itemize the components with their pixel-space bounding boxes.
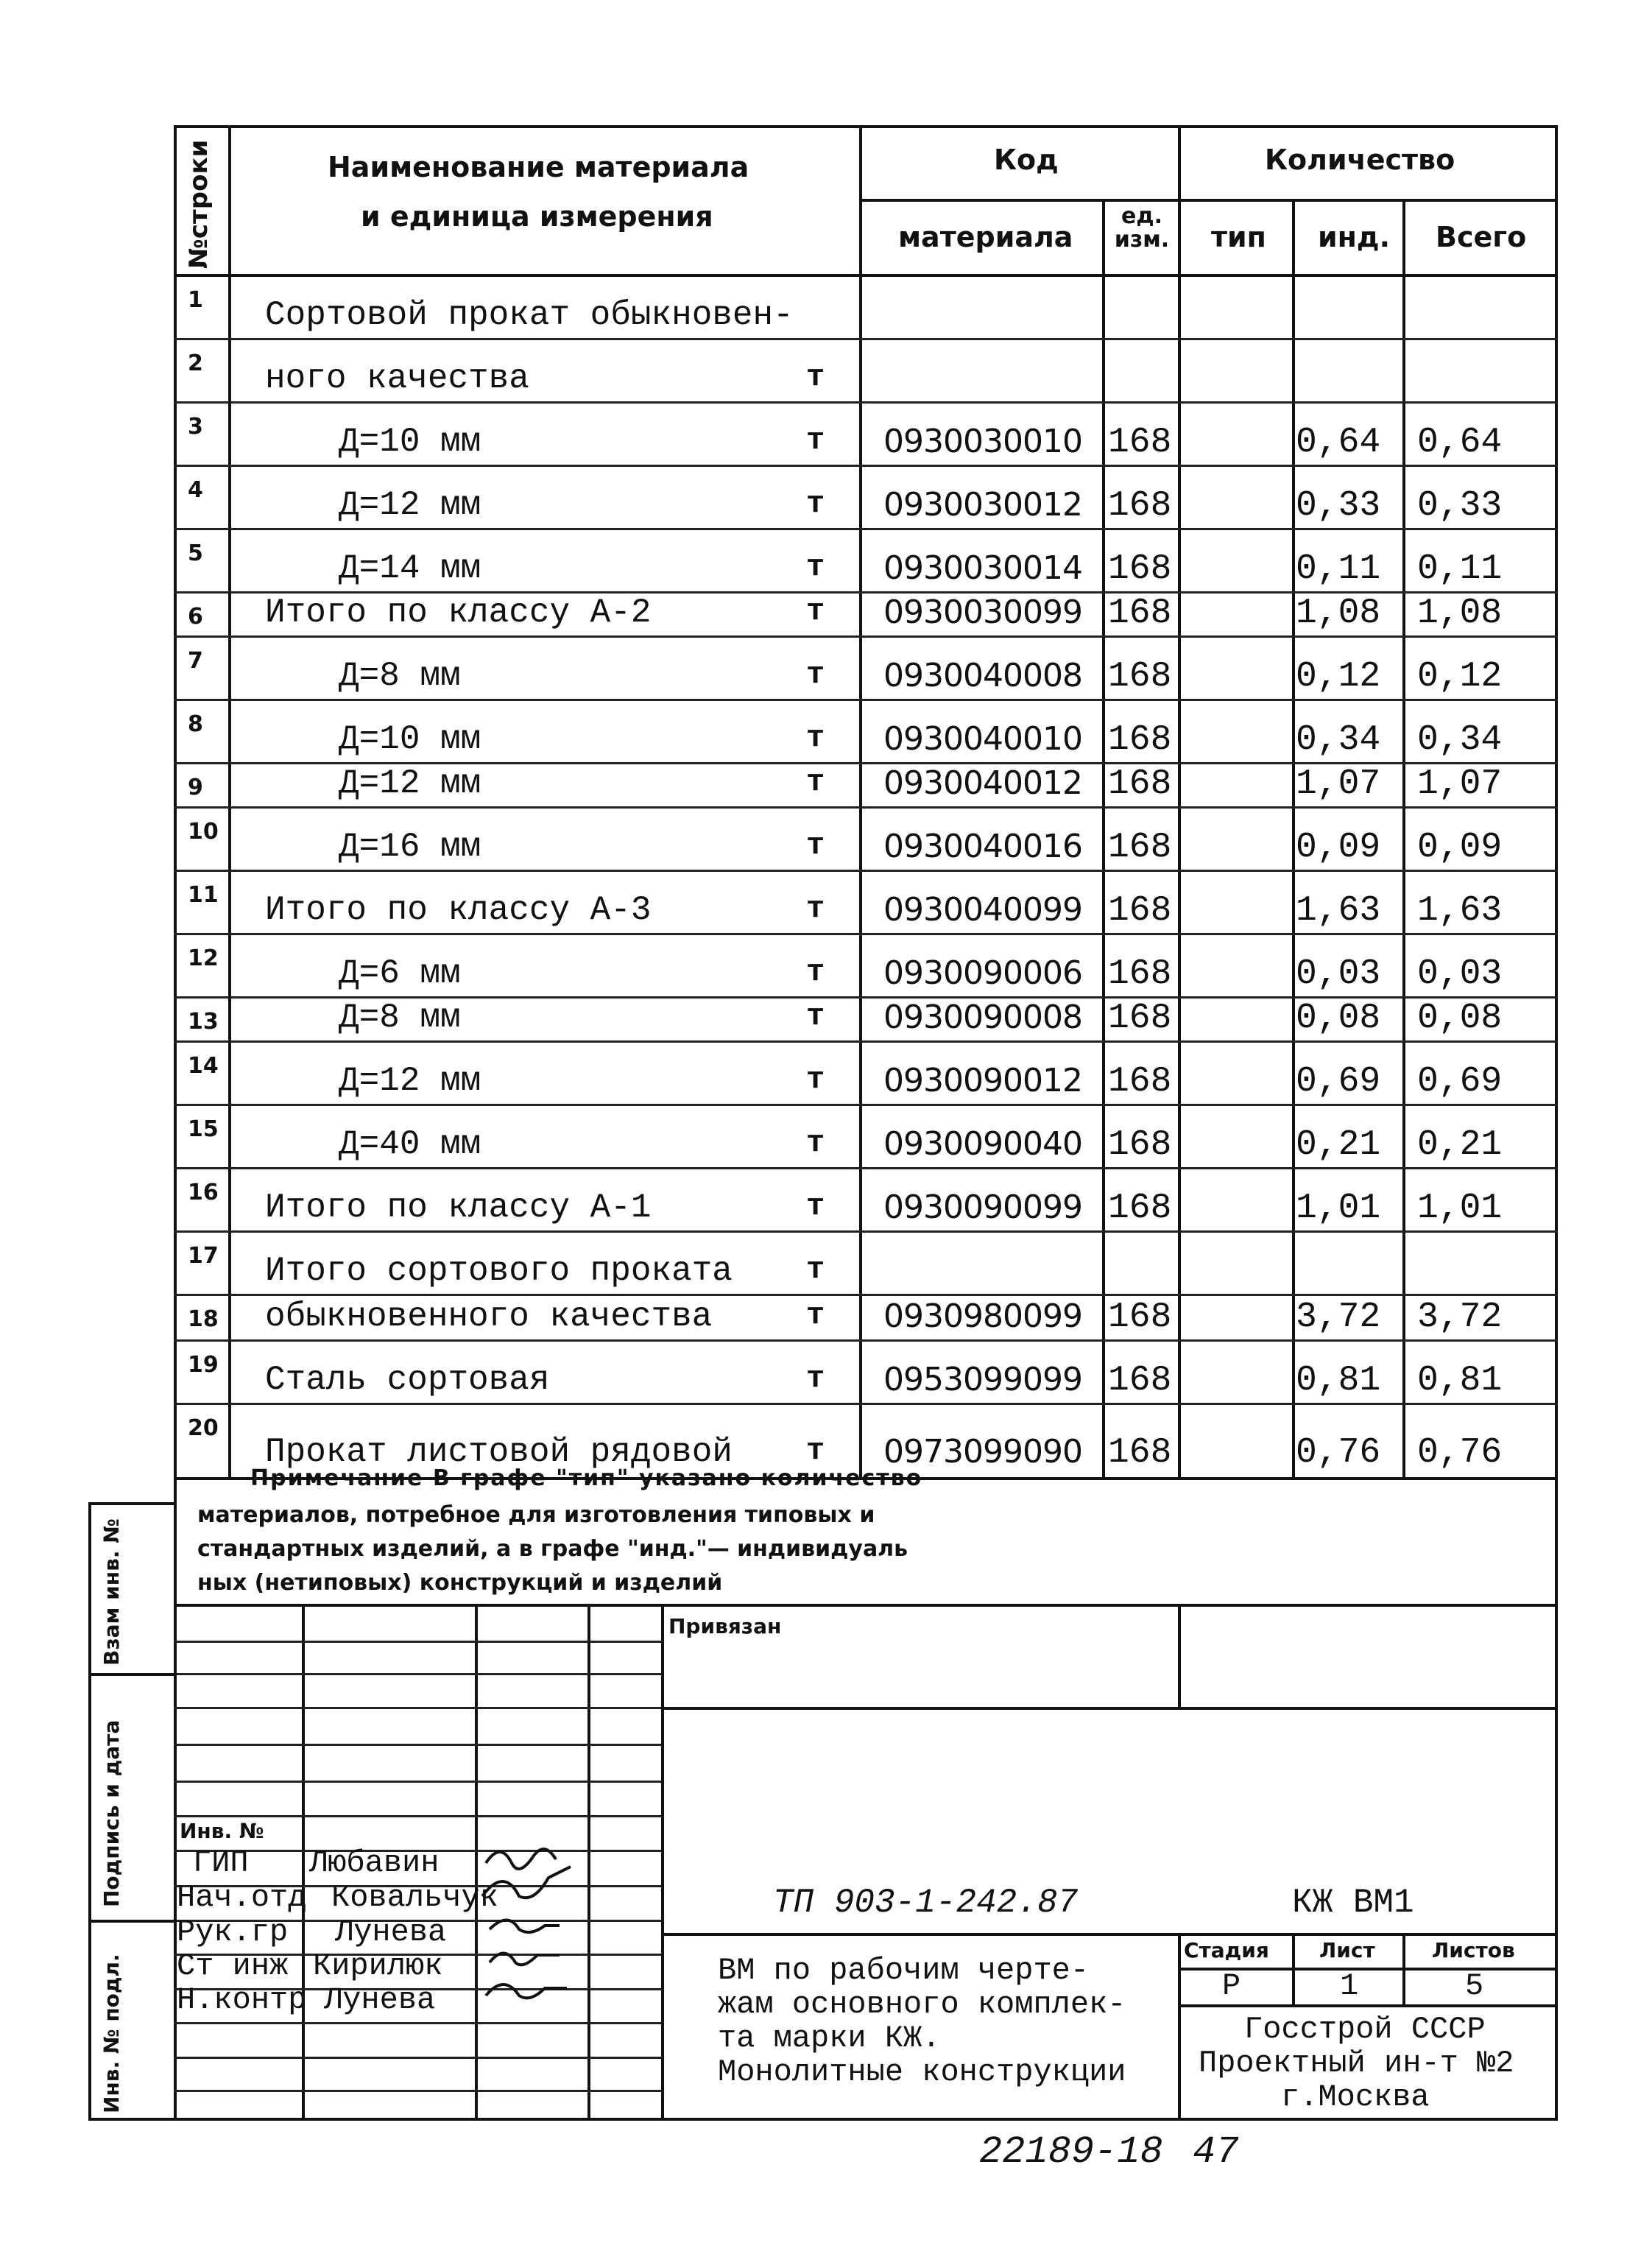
row-divider [174,1403,1558,1405]
quantity-individual: 0,09 [1296,828,1381,867]
quantity-individual: 0,76 [1296,1433,1381,1473]
row-number: 6 [188,604,203,630]
name-ruk-gr: Лунева [335,1915,447,1950]
sheet-label: Лист [1319,1938,1375,1962]
name-st-inzh: Кирилюк [313,1948,443,1984]
row-divider [174,1104,1558,1106]
divider [174,2057,661,2059]
unit-of-measure: т [806,1252,825,1287]
note-line-3: стандартных изделий, а в графе "инд."— индивидуаль [197,1536,908,1562]
note-line-2: материалов, потребное для изготовления типовых и [197,1502,875,1528]
org-line-3: г.Москва [1281,2079,1430,2115]
quantity-individual: 1,08 [1296,594,1381,633]
divider [302,1604,305,2121]
unit-of-measure: т [806,1297,825,1333]
quantity-individual: 0,03 [1296,954,1381,994]
material-code: 0930980099 [883,1297,1082,1335]
quantity-individual: 1,01 [1296,1188,1381,1228]
unit-of-measure: т [806,1188,825,1224]
ind-header: инд. [1318,221,1391,253]
quantity-total: 0,34 [1417,720,1503,760]
row-number: 13 [188,1009,219,1035]
divider [174,2090,661,2092]
divider [1292,1933,1295,2004]
sheet-value: 1 [1340,1968,1359,2004]
unit-of-measure: т [806,1125,825,1161]
role-st-inzh: Ст инж [177,1948,289,1984]
inv-no-label: Инв. № [180,1819,264,1843]
row-number: 8 [188,711,203,737]
divider [661,1604,664,2121]
quantity-individual: 0,34 [1296,720,1381,760]
material-code: 0973099090 [883,1433,1082,1471]
material-code: 0930030099 [883,594,1082,631]
row-divider [174,1167,1558,1169]
material-code: 0930040016 [883,828,1082,865]
quantity-total: 3,72 [1417,1297,1503,1337]
row-number: 19 [188,1352,219,1378]
type-header: тип [1211,221,1266,253]
row-divider [174,870,1558,872]
row-divider [174,806,1558,809]
material-name: Сортовой прокат обыкновен- [265,296,794,334]
quantity-individual: 1,63 [1296,891,1381,931]
doc-code: ТП 903-1-242.87 [773,1884,1079,1922]
divider [1402,1933,1405,2004]
material-code: 0953099099 [883,1361,1082,1398]
material-code: 0930040012 [883,764,1082,802]
divider [174,1707,661,1709]
divider [661,1933,1558,1936]
divider [1292,200,1295,1480]
quantity-total: 1,63 [1417,891,1503,931]
unit-code: 168 [1108,1297,1172,1337]
row-number: 12 [188,945,219,971]
inv-podl-label: Инв. № подл. [99,1954,124,2113]
material-name: обыкновенного качества [265,1297,713,1336]
material-code: 0930040099 [883,891,1082,929]
divider [859,125,862,1480]
material-code: 0930090099 [883,1188,1082,1226]
role-ruk-gr: Рук.гр [177,1915,289,1950]
row-divider [174,1230,1558,1233]
title-line-3: та марки КЖ. [718,2021,941,2056]
divider [228,125,231,1480]
unit-code: 168 [1108,999,1172,1038]
row-divider [174,933,1558,935]
signature-date-label: Подпись и дата [99,1719,124,1907]
unit-of-measure: т [806,1433,825,1468]
row-divider [174,401,1558,404]
unit-code: 168 [1108,891,1172,931]
name-n-kontr: Лунева [324,1982,436,2018]
unit-of-measure: т [806,594,825,629]
signatures [475,1811,659,2003]
role-nach-otd: Нач.отд [177,1880,307,1915]
divider [174,1673,661,1675]
divider [1178,125,1181,1480]
material-name: Д=16 мм [339,828,481,866]
footer-page: 47 [1193,2130,1239,2174]
unit-code: 168 [1108,657,1172,697]
quantity-individual: 0,21 [1296,1125,1381,1165]
unit-of-measure: т [806,1062,825,1097]
title-line-2: жам основного комплек- [718,1987,1126,2022]
unit-code: 168 [1108,828,1172,867]
quantity-individual: 3,72 [1296,1297,1381,1337]
quantity-total: 1,01 [1417,1188,1503,1228]
quantity-individual: 0,12 [1296,657,1381,697]
name-header-line2: и единица измерения [361,200,713,233]
divider [1178,1604,1181,1707]
divider [88,1673,177,1676]
unit-code: 168 [1108,1188,1172,1228]
material-name: Д=12 мм [339,764,481,803]
row-number: 17 [188,1243,219,1269]
divider [661,1707,1558,1710]
quantity-total: 0,11 [1417,549,1503,589]
material-code: 0930030012 [883,486,1082,524]
unit-code: 168 [1108,1361,1172,1401]
unit-code: 168 [1108,1125,1172,1165]
row-number: 2 [188,351,203,376]
quantity-total: 0,64 [1417,423,1503,462]
material-name: Сталь сортовая [265,1361,550,1399]
quantity-total: 0,81 [1417,1361,1503,1401]
material-name: Д=8 мм [339,999,461,1037]
code-header: Код [994,144,1059,176]
quantity-total: 1,07 [1417,764,1503,804]
divider [1178,2004,1558,2007]
quantity-total: 0,33 [1417,486,1503,526]
material-name: Прокат листовой рядовой [265,1433,733,1471]
row-divider [174,1040,1558,1043]
org-line-1: Госстрой СССР [1244,2012,1486,2047]
unit-of-measure: т [806,486,825,521]
row-number: 5 [188,540,203,566]
note-line-4: ных (нетиповых) конструкций и изделий [197,1570,723,1596]
material-name: Д=12 мм [339,486,481,524]
material-code: 0930040008 [883,657,1082,694]
quantity-individual: 0,33 [1296,486,1381,526]
unit-code: 168 [1108,486,1172,526]
unit-of-measure: т [806,549,825,585]
row-number: 20 [188,1415,219,1441]
quantity-total: 0,09 [1417,828,1503,867]
material-name: Итого сортового проката [265,1252,733,1290]
unit-of-measure: т [806,891,825,926]
stage-value: Р [1222,1968,1241,2004]
row-number: 3 [188,414,203,440]
role-gip: ГИП [193,1845,249,1881]
unit-code: 168 [1108,954,1172,994]
quantity-individual: 0,11 [1296,549,1381,589]
divider [174,1641,661,1643]
unit-code: 168 [1108,764,1172,804]
quantity-total: 0,76 [1417,1433,1503,1473]
row-number: 15 [188,1116,219,1142]
material-name: Итого по классу А-1 [265,1188,652,1227]
material-code: 0930090008 [883,999,1082,1036]
org-line-2: Проектный ин-т №2 [1199,2046,1514,2081]
unit-of-measure: т [806,359,825,395]
unit-header: ед. изм. [1114,203,1170,253]
material-code: 0930030010 [883,423,1082,460]
quantity-total: 0,21 [1417,1125,1503,1165]
material-name: Д=10 мм [339,423,481,461]
quantity-individual: 0,81 [1296,1361,1381,1401]
doc-mark: КЖ ВМ1 [1292,1884,1414,1922]
unit-code: 168 [1108,423,1172,462]
divider [174,1781,661,1783]
material-name: Д=12 мм [339,1062,481,1100]
quantity-individual: 0,08 [1296,999,1381,1038]
material-name: Итого по классу А-3 [265,891,652,929]
row-number: 11 [188,882,219,908]
quantity-total: 0,12 [1417,657,1503,697]
name-header-line1: Наименование материала [328,151,749,183]
material-code: 0930090012 [883,1062,1082,1099]
divider [859,199,1558,202]
material-name: Итого по классу А-2 [265,594,652,632]
row-divider [174,1294,1558,1296]
unit-code: 168 [1108,549,1172,589]
title-line-4: Монолитные конструкции [718,2054,1126,2090]
material-name: Д=40 мм [339,1125,481,1163]
material-name: Д=8 мм [339,657,461,695]
material-code: 0930090006 [883,954,1082,992]
sheets-value: 5 [1465,1968,1484,2004]
divider [1178,1933,1181,2121]
row-number: 14 [188,1053,219,1079]
name-gip: Любавин [309,1845,440,1881]
name-nach-otd: Ковальчук [331,1880,498,1915]
material-name: ного качества [265,359,529,398]
privyazan-label: Привязан [668,1614,782,1638]
divider [174,2022,661,2024]
title-line-1: ВМ по рабочим черте- [718,1953,1090,1988]
row-number-header: №строки [184,139,213,269]
row-divider [174,338,1558,340]
row-number: 10 [188,819,219,845]
unit-of-measure: т [806,999,825,1034]
material-name: Д=14 мм [339,549,481,588]
vzam-inv-label: Взам инв. № [99,1518,124,1666]
material-header: материала [898,221,1073,253]
unit-of-measure: т [806,1361,825,1396]
unit-of-measure: т [806,828,825,863]
material-name: Д=10 мм [339,720,481,758]
quantity-individual: 1,07 [1296,764,1381,804]
row-number: 7 [188,648,203,674]
quantity-header: Количество [1265,144,1455,176]
quantity-individual: 0,64 [1296,423,1381,462]
unit-code: 168 [1108,720,1172,760]
material-name: Д=6 мм [339,954,461,993]
row-divider [174,1339,1558,1342]
unit-of-measure: т [806,954,825,990]
row-number: 4 [188,477,203,503]
divider [88,1920,177,1923]
material-code: 0930090040 [883,1125,1082,1163]
divider [1102,200,1105,1480]
row-divider [174,635,1558,638]
divider [1402,200,1405,1480]
role-n-kontr: Н.контр [177,1982,307,2018]
quantity-individual: 0,69 [1296,1062,1381,1102]
quantity-total: 1,08 [1417,594,1503,633]
note-line-1: Примечание В графе "тип" указано количество [250,1465,923,1491]
divider [174,1744,661,1746]
unit-of-measure: т [806,764,825,800]
row-divider [174,528,1558,530]
quantity-total: 0,08 [1417,999,1503,1038]
row-number: 16 [188,1180,219,1205]
material-code: 0930040010 [883,720,1082,758]
row-number: 9 [188,775,203,800]
divider [174,1604,1558,1607]
divider [174,274,1558,277]
row-divider [174,699,1558,701]
unit-of-measure: т [806,657,825,692]
sheets-label: Листов [1432,1938,1515,1962]
unit-of-measure: т [806,423,825,458]
unit-code: 168 [1108,1433,1172,1473]
row-number: 18 [188,1306,219,1332]
unit-code: 168 [1108,594,1172,633]
material-code: 0930030014 [883,549,1082,587]
footer-number: 22189-18 [979,2130,1163,2174]
unit-of-measure: т [806,720,825,756]
unit-code: 168 [1108,1062,1172,1102]
quantity-total: 0,03 [1417,954,1503,994]
row-divider [174,465,1558,467]
quantity-total: 0,69 [1417,1062,1503,1102]
stage-label: Стадия [1184,1938,1269,1962]
row-number: 1 [188,287,203,313]
total-header: Всего [1436,221,1527,253]
